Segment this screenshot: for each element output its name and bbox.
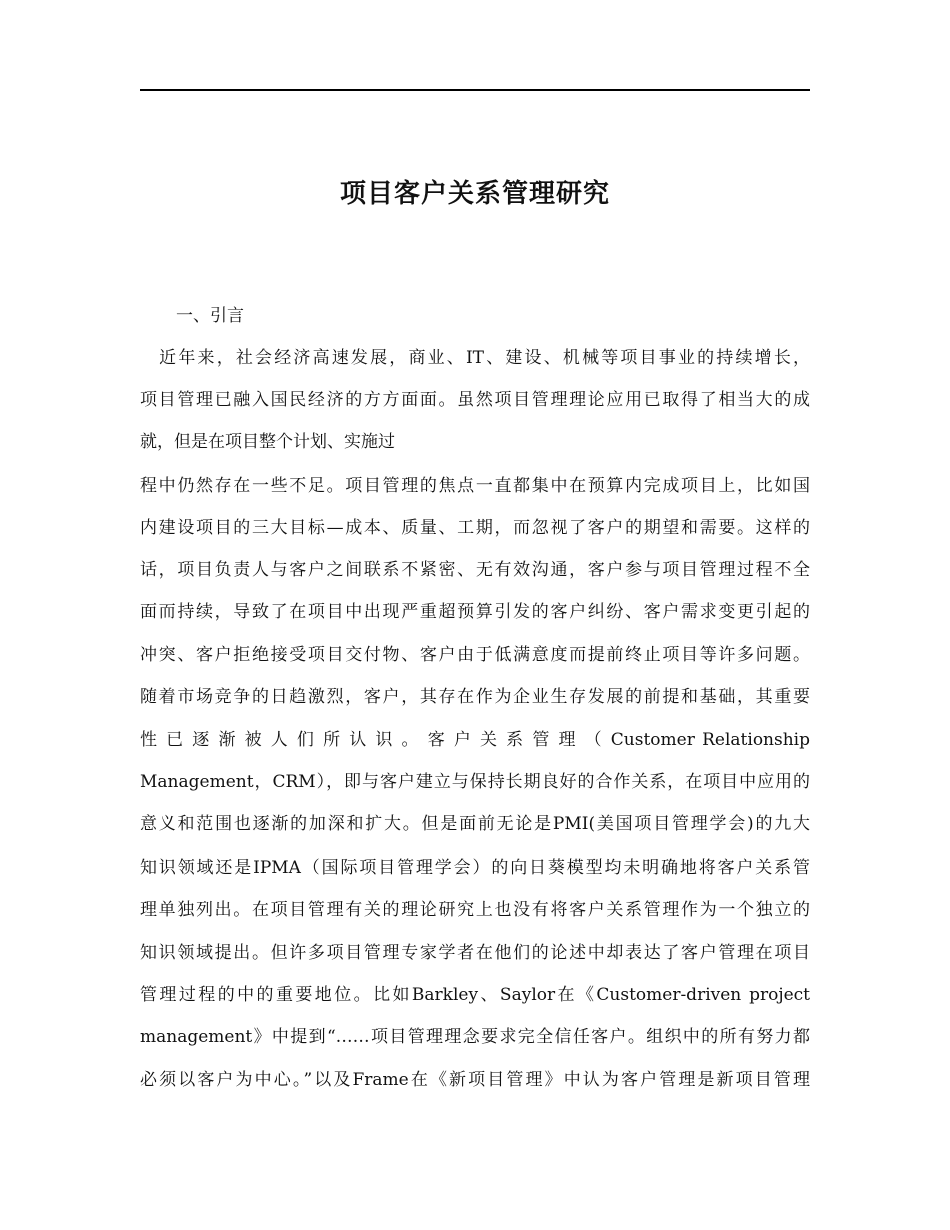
paragraph-line: 冲突、客户拒绝接受项目交付物、客户由于低满意度而提前终止项目等许多问题。 bbox=[140, 645, 810, 665]
document-title: 项目客户关系管理研究 bbox=[339, 179, 610, 209]
paragraph-line: 意义和范围也逐渐的加深和扩大。但是面前无论是PMI(美国项目管理学会)的九大 bbox=[140, 814, 810, 834]
header-rule bbox=[140, 89, 810, 91]
paragraph-line: 知识领域还是IPMA（国际项目管理学会）的向日葵模型均未明确地将客户关系管 bbox=[140, 858, 810, 878]
paragraph-line: Management，CRM），即与客户建立与保持长期良好的合作关系，在项目中应用的 bbox=[140, 772, 810, 792]
paragraph-line: 内建设项目的三大目标—成本、质量、工期，而忽视了客户的期望和需要。这样的 bbox=[140, 518, 810, 538]
paragraph-line: 近年来，社会经济高速发展，商业、IT、建设、机械等项目事业的持续增长， bbox=[140, 348, 810, 368]
paragraph-line: 面而持续，导致了在项目中出现严重超预算引发的客户纠纷、客户需求变更引起的 bbox=[140, 602, 810, 622]
paragraph-line: management》中提到“……项目管理理念要求完全信任客户。组织中的所有努力都 bbox=[140, 1027, 810, 1047]
paragraph-line: 随着市场竞争的日趋激烈，客户，其存在作为企业生存发展的前提和基础，其重要 bbox=[140, 687, 810, 707]
paragraph-line: 话，项目负责人与客户之间联系不紧密、无有效沟通，客户参与项目管理过程不全 bbox=[140, 560, 810, 580]
paragraph-line: 管理过程的中的重要地位。比如Barkley、Saylor在《Customer-driven project bbox=[140, 985, 810, 1005]
paragraph-line: 就，但是在项目整个计划、实施过 bbox=[140, 432, 395, 452]
section-heading: 一、引言 bbox=[176, 306, 244, 326]
paragraph-line: 理单独列出。在项目管理有关的理论研究上也没有将客户关系管理作为一个独立的 bbox=[140, 900, 810, 920]
paragraph-line: 性 已 逐 渐 被 人 们 所 认 识 。 客 户 关 系 管 理 （ Customer Relationship bbox=[140, 730, 810, 750]
paragraph-line: 程中仍然存在一些不足。项目管理的焦点一直都集中在预算内完成项目上，比如国 bbox=[140, 476, 810, 496]
paragraph-line: 知识领域提出。但许多项目管理专家学者在他们的论述中却表达了客户管理在项目 bbox=[140, 943, 810, 963]
paragraph-line: 必须以客户为中心。”以及Frame在《新项目管理》中认为客户管理是新项目管理 bbox=[140, 1070, 810, 1090]
paragraph-line: 项目管理已融入国民经济的方方面面。虽然项目管理理论应用已取得了相当大的成 bbox=[140, 390, 810, 410]
